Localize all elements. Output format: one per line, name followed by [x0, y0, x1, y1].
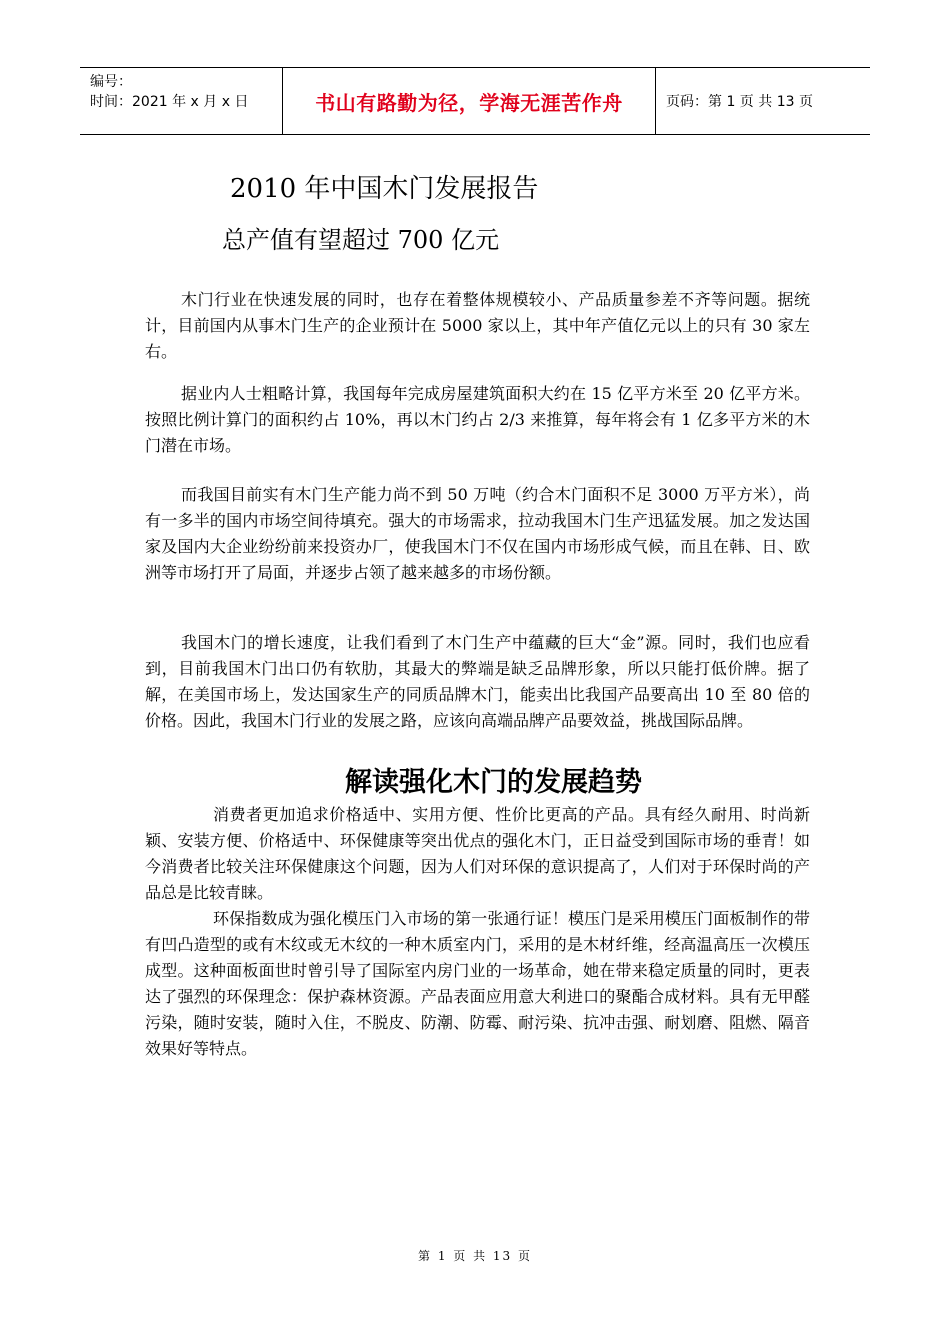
document-title: 2010 年中国木门发展报告	[230, 174, 539, 204]
page-footer: 第 1 页 共 13 页	[418, 1249, 532, 1263]
header-page-cell	[656, 68, 870, 134]
body-paragraph: 木门行业在快速发展的同时，也存在着整体规模较小、产品质量参差不齐等问题。据统计，目前国内从事木门生产的企业预计在 5000 家以上，其中年产值亿元以上的只有 30 家左右。	[145, 290, 810, 361]
section-heading: 解读强化木门的发展趋势	[345, 767, 642, 798]
document-date: 时间：2021 年 x 月 x 日	[90, 94, 249, 110]
section-paragraph: 消费者更加追求价格适中、实用方便、性价比更高的产品。具有经久耐用、时尚新颖、安装方便、价格适中、环保健康等突出优点的强化木门，正日益受到国际市场的垂青！如今消费者比较关注环保健康这个问题，因为人们对环保的意识提高了，人们对于环保时尚的产品总是比较青睐。	[145, 805, 810, 902]
header-meta	[80, 68, 282, 134]
header-motto: 书山有路勤为径，学海无涯苦作舟	[315, 90, 623, 115]
document-subtitle: 总产值有望超过 700 亿元	[222, 226, 500, 254]
header-motto-cell	[282, 68, 656, 134]
body-paragraph: 而我国目前实有木门生产能力尚不到 50 万吨（约合木门面积不足 3000 万平方米），尚有一多半的国内市场空间待填充。强大的市场需求，拉动我国木门生产迅猛发展。加之发达国家及国内大企业纷纷前来投资办厂，使我国木门不仅在国内市场形成气候，而且在韩、日、欧洲等市场打开了局面，并逐步占领了越来越多的市场份额。	[145, 485, 810, 582]
section-paragraph: 环保指数成为强化模压门入市场的第一张通行证！模压门是采用模压门面板制作的带有凹凸造型的或有木纹或无木纹的一种木质室内门，采用的是木材纤维，经高温高压一次模压成型。这种面板面世时曾引导了国际室内房门业的一场革命，她在带来稳定质量的同时，更表达了强烈的环保理念：保护森林资源。产品表面应用意大利进口的聚酯合成材料。具有无甲醛污染，随时安装，随时入住，不脱皮、防潮、防霉、耐污染、抗冲击强、耐划磨、阻燃、隔音效果好等特点。	[145, 909, 810, 1058]
body-paragraph: 据业内人士粗略计算，我国每年完成房屋建筑面积大约在 15 亿平方米至 20 亿平方米。按照比例计算门的面积约占 10%，再以木门约占 2/3 来推算，每年将会有 1 亿多平方米的木门潜在市场。	[145, 384, 810, 455]
body-paragraph: 我国木门的增长速度，让我们看到了木门生产中蕴藏的巨大“金”源。同时，我们也应看到，目前我国木门出口仍有软肋，其最大的弊端是缺乏品牌形象，所以只能打低价牌。据了解，在美国市场上，发达国家生产的同质品牌木门，能卖出比我国产品要高出 10 至 80 倍的价格。因此，我国木门行业的发展之路，应该向高端品牌产品要效益，挑战国际品牌。	[145, 633, 810, 730]
document-number-label: 编号：	[90, 74, 132, 90]
document-header	[80, 67, 870, 135]
header-page-info: 页码：第 1 页 共 13 页	[666, 94, 813, 110]
